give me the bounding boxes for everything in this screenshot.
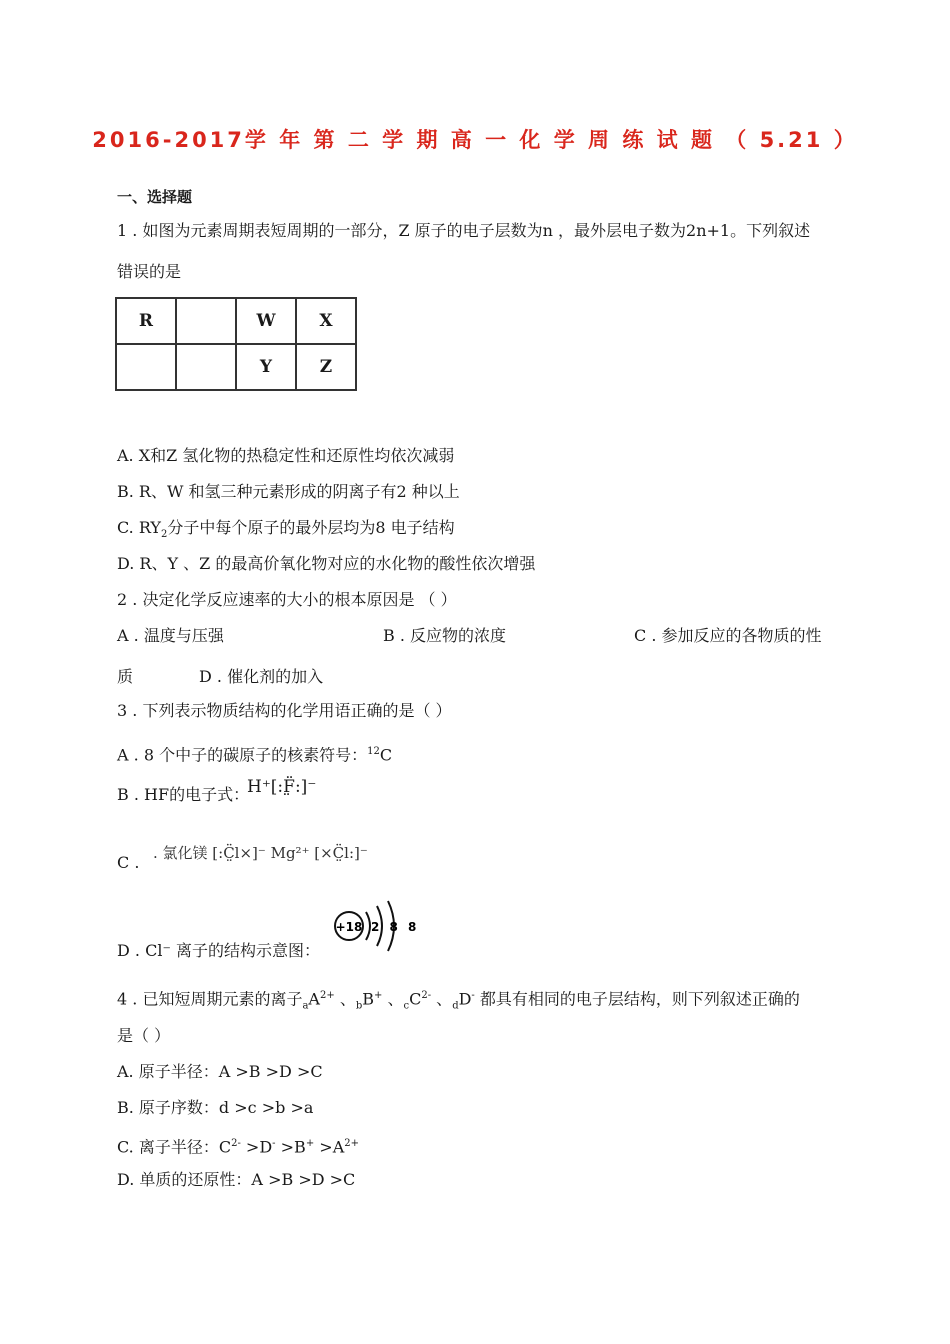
cell-w: W [236, 298, 296, 344]
cell-empty [176, 298, 236, 344]
section-heading: 一、选择题 [117, 188, 193, 206]
q3-stem: 3 . 下列表示物质结构的化学用语正确的是（ ） [117, 701, 452, 720]
q2-option-c: C . 参加反应的各物质的性 [634, 626, 822, 645]
q1-stem-line2: 错误的是 [117, 262, 182, 281]
q4-option-a: A. 原子半径：A >B >D >C [117, 1062, 323, 1081]
nucleus-charge: +18 [335, 920, 363, 934]
q1-stem-line1: 1 . 如图为元素周期表短周期的一部分，Z 原子的电子层数为n ，最外层电子数为2n+1。下列叙述 [117, 221, 811, 240]
cell-x: X [296, 298, 356, 344]
q1-option-d: D. R、Y 、Z 的最高价氧化物对应的水化物的酸性依次增强 [117, 554, 536, 573]
cell-z: Z [296, 344, 356, 390]
hf-electron-formula: H⁺[:F̤̈:]⁻ [247, 777, 317, 797]
q4-stem-line1: 4 . 已知短周期元素的离子$_aA^{2+}$ 、$_b$B+ 、$_cC^{2-}$ 、$_d$D- 都具有相同的电子层结构，则下列叙述正确的 [117, 989, 800, 1012]
q4-option-c: C. 离子半径：$C^{2-} >D^- >B^+ >A^{2+}$ [117, 1137, 359, 1157]
q1-option-b: B. R、W 和氢三种元素形成的阴离子有2 种以上 [117, 482, 460, 501]
q3-option-c: C . [117, 853, 140, 872]
q3-option-b: B . HF的电子式： [117, 785, 250, 804]
shell-electrons: 2 8 8 [371, 920, 420, 934]
q3-option-d: D . Cl⁻ 离子的结构示意图： [117, 941, 320, 960]
mgcl2-electron-formula: . 氯化镁 [:C̤̈l×]⁻ Mg²⁺ [×C̤̈l:]⁻ [153, 844, 368, 862]
q1-option-a: A. X和Z 氢化物的热稳定性和还原性均依次减弱 [117, 446, 455, 465]
cell-empty [116, 344, 176, 390]
q4-option-d: D. 单质的还原性：A >B >D >C [117, 1170, 356, 1189]
cell-y: Y [236, 344, 296, 390]
q3-option-a: A . 8 个中子的碳原子的核素符号：$^{12}$C [117, 745, 393, 765]
q2-option-a: A . 温度与压强 [117, 626, 224, 645]
q2-option-c-cont: 质 [117, 667, 134, 686]
cell-empty [176, 344, 236, 390]
q2-option-b: B . 反应物的浓度 [383, 626, 507, 645]
q4-option-b: B. 原子序数：d >c >b >a [117, 1098, 314, 1117]
q2-stem: 2 . 决定化学反应速率的大小的根本原因是 （ ） [117, 590, 457, 609]
page-title: 2016-2017学 年 第 二 学 期 高 一 化 学 周 练 试 题 （ 5.21 ） [92, 128, 858, 152]
q2-option-d: D . 催化剂的加入 [199, 667, 324, 686]
q1-option-c: C. $RY_2$分子中每个原子的最外层均为8 电子结构 [117, 518, 455, 541]
q4-stem-line2: 是（ ） [117, 1026, 171, 1045]
shell-1-arc [366, 912, 370, 940]
chloride-ion-structure-diagram [330, 898, 420, 956]
periodic-table-fragment [115, 297, 357, 391]
cell-r: R [116, 298, 176, 344]
